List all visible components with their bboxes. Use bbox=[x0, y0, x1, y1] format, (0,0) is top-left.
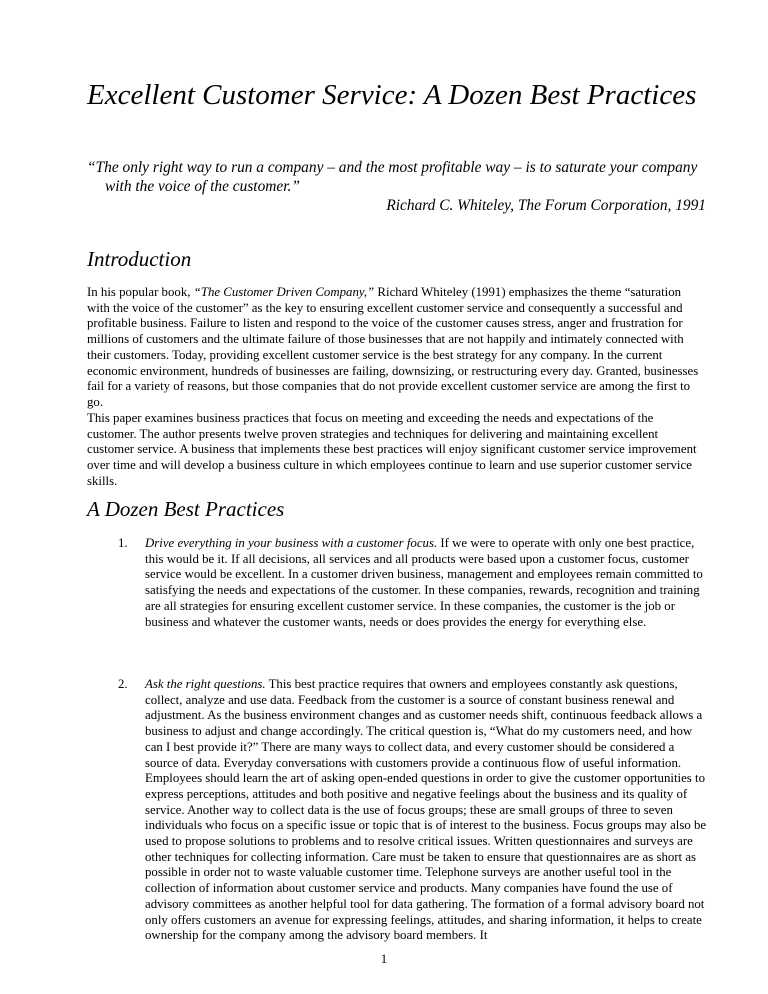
epigraph-quote: “The only right way to run a company – and the most profitable way – is to saturate your company with the voice of the customer.” bbox=[87, 159, 698, 195]
document-title: Excellent Customer Service: A Dozen Best Practices bbox=[87, 79, 697, 111]
page-number: 1 bbox=[380, 952, 388, 966]
introduction-heading: Introduction bbox=[87, 247, 192, 271]
epigraph-attribution: Richard C. Whiteley, The Forum Corporation, 1991 bbox=[386, 197, 706, 214]
list-item bbox=[118, 677, 707, 944]
intro-p1-pre: In his popular book, bbox=[87, 285, 194, 299]
best-practices-heading: A Dozen Best Practices bbox=[87, 497, 285, 521]
list-item-lead: Ask the right questions. bbox=[145, 677, 266, 691]
introduction-paragraph-2: This paper examines business practices that focus on meeting and exceeding the needs and expectations of the customer. The author presents twelve proven strategies and techniques for delivering and maintaining excellent customer service. A business that implements these best practices will enjoy significant customer service improvement over time and will develop a business culture in which employees continue to learn and use superior customer service skills. bbox=[87, 411, 697, 488]
list-item-body: If we were to operate with only one best practice, this would be it. If all decisions, all services and all products were based upon a customer focus, customer service would be excellent. In a customer driven business, management and employees remain committed to satisfying the needs and expectations of the customer. In these companies, rewards, recognition and training are all strategies for ensuring excellent customer service. In these companies, the customer is the job or business and whatever the customer wants, needs or does provides the energy for everything else. bbox=[145, 536, 703, 629]
list-item-number: 2. bbox=[118, 677, 128, 691]
list-item bbox=[118, 536, 707, 630]
list-item-body: This best practice requires that owners and employees constantly ask questions, collect, analyze and use data. Feedback from the customer is a source of constant business renewal and adjustment. As the business environment changes and as customer needs shift, continuous feedback allows a business to adjust and change accordingly. The critical question is, “What do my customers need, and how can I best provide it?” There are many ways to collect data, and every customer should be considered a source of data. Everyday conversations with customers provide a continuous flow of useful information. Employees should learn the art of asking open-ended questions in order to give the customer opportunities to express perceptions, attitudes and both positive and negative feelings about the business and its quality of service. Another way to collect data is the use of focus groups; these are small groups of three to seven individuals who focus on a specific issue or topic that is of interest to the business. Focus groups may also be used to propose solutions to problems and to resolve critical issues. Written questionnaires and surveys are other techniques for collecting information. Care must be taken to ensure that questionnaires are as short as possible in order not to waste valuable customer time. Telephone surveys are another useful tool in the collection of information about customer service and products. Many companies have found the use of advisory committees as another helpful tool for data gathering. The formation of a formal advisory board not only offers customers an avenue for expressing feelings, attitudes, and sharing information, it helps to create ownership for the company among the advisory board members. It bbox=[145, 677, 707, 943]
intro-p1-post: Richard Whiteley (1991) emphasizes the theme “saturation with the voice of the customer” as the key to ensuring excellent customer service and consequently a successful and profitable business. Failure to listen and respond to the voice of the customer causes stress, anger and frustration for millions of customers and the ultimate failure of those businesses that are not happily and intimately connected with their customers. Today, providing excellent customer service is the best strategy for any company. In the current economic environment, hundreds of businesses are failing, downsizing, or restructuring every day. Granted, businesses fail for a variety of reasons, but those companies that do not provide excellent customer service are among the first to go. bbox=[87, 285, 699, 409]
list-item-lead: Drive everything in your business with a customer focus. bbox=[145, 536, 438, 550]
list-item-number: 1. bbox=[118, 536, 128, 550]
book-title: “The Customer Driven Company,” bbox=[193, 285, 375, 299]
introduction-paragraph-1 bbox=[87, 285, 705, 411]
